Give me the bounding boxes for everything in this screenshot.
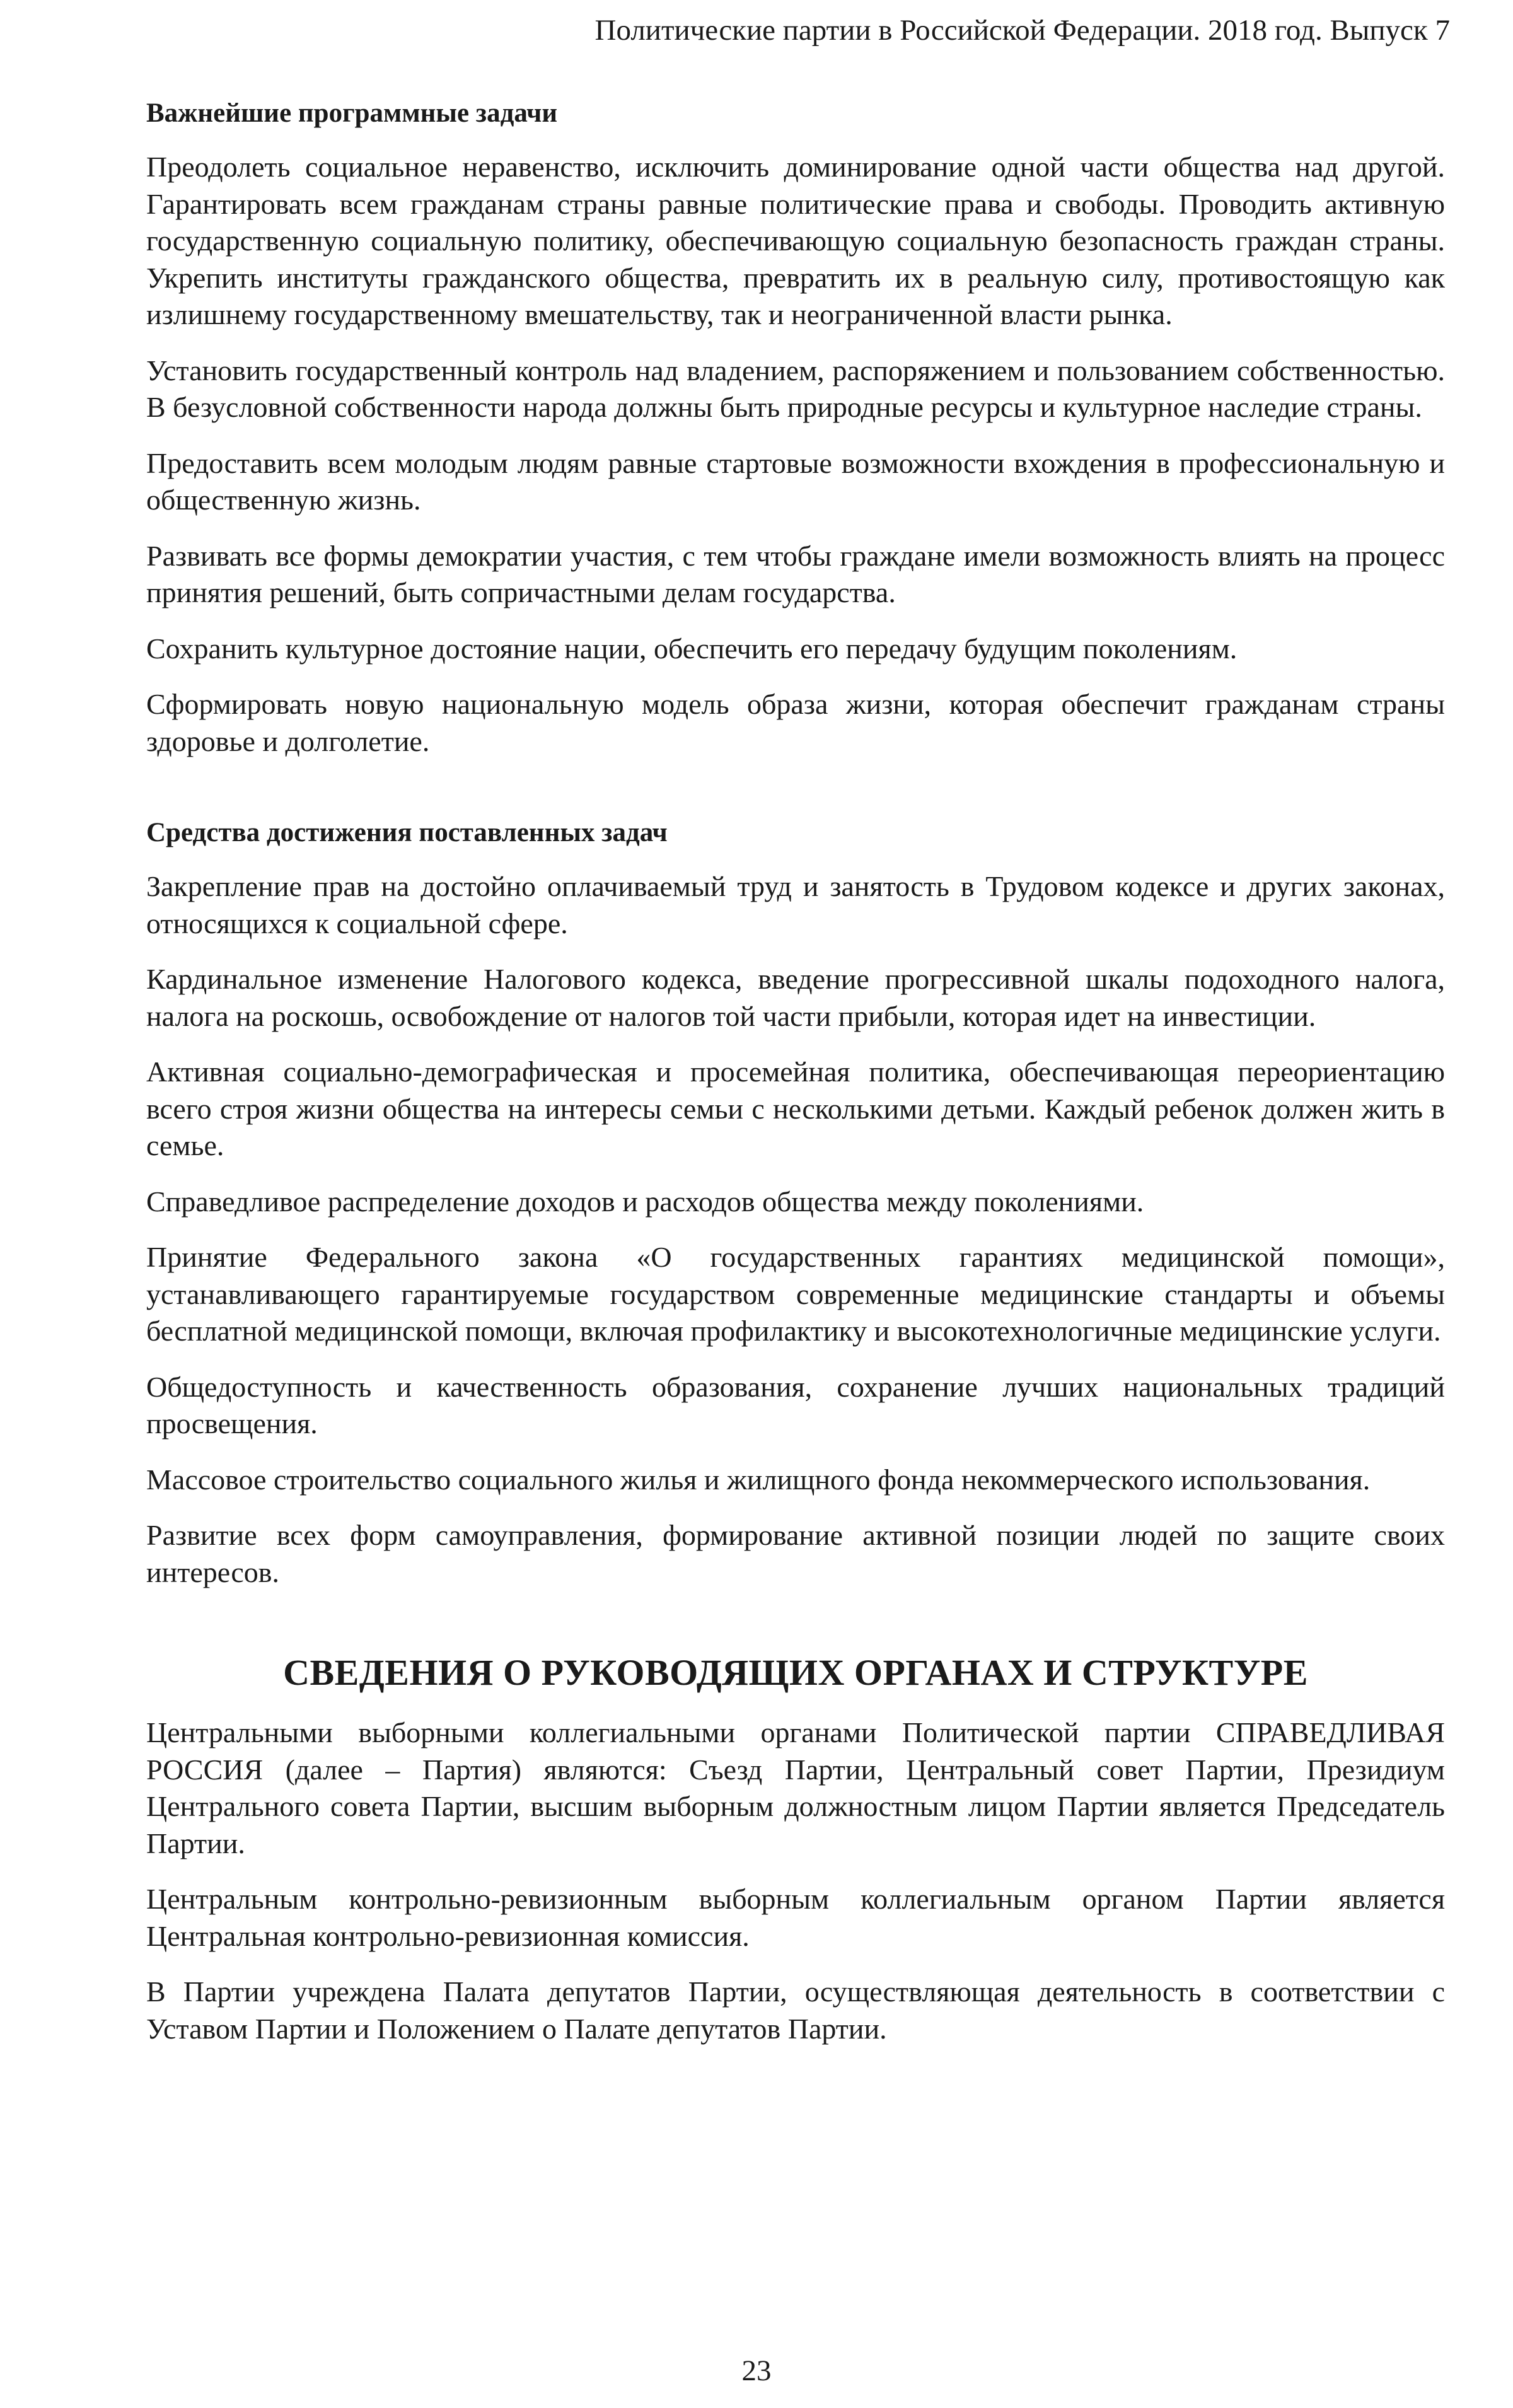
paragraph: Развитие всех форм самоуправления, формирование активной позиции людей по защите своих интересов. [146, 1519, 1445, 1588]
running-header: Политические партии в Российской Федерации. 2018 год. Выпуск 7 [594, 14, 1450, 47]
chapter-heading-governing-bodies: СВЕДЕНИЯ О РУКОВОДЯЩИХ ОРГАНАХ И СТРУКТУРЕ [283, 1652, 1308, 1693]
paragraph: Массовое строительство социального жилья и жилищного фонда некоммерческого использования. [146, 1463, 1371, 1496]
paragraph: Справедливое распределение доходов и расходов общества между поколениями. [146, 1185, 1144, 1218]
paragraph: В Партии учреждена Палата депутатов Партии, осуществляющая деятельность в соответствии с Уставом Партии и Положением о Палате депутатов Партии. [146, 1975, 1445, 2045]
paragraph: Установить государственный контроль над владением, распоряжением и пользованием собственностью. В безусловной собственности народа должны быть природные ресурсы и культурное наследие страны. [146, 354, 1445, 423]
paragraph: Развивать все формы демократии участия, с тем чтобы граждане имели возможность влиять на процесс принятия решений, быть сопричастными делам государства. [146, 539, 1445, 608]
paragraph: Центральным контрольно-ревизионным выборным коллегиальным органом Партии является Центральная контрольно-ревизионная комиссия. [146, 1883, 1445, 1952]
paragraph: Закрепление прав на достойно оплачиваемый труд и занятость в Трудовом кодексе и других законах, относящихся к социальной сфере. [146, 870, 1445, 939]
page-number: 23 [741, 2354, 772, 2387]
paragraph: Общедоступность и качественность образования, сохранение лучших национальных традиций просвещения. [146, 1370, 1445, 1440]
paragraph: Предоставить всем молодым людям равные стартовые возможности вхождения в профессиональную и общественную жизнь. [146, 446, 1445, 516]
paragraph: Преодолеть социальное неравенство, исключить доминирование одной части общества над другой. Гарантировать всем гражданам страны равные политические права и свободы. Проводить активную государственную социальную политику, обеспечивающую социальную безопасность граждан страны. Укрепить институты гражданского общества, превратить их в реальную силу, противостоящую как излишнему государственному вмешательству, так и неограниченной власти рынка. [146, 151, 1445, 330]
paragraph: Активная социально-демографическая и просемейная политика, обеспечивающая переориентацию всего строя жизни общества на интересы семьи с несколькими детьми. Каждый ребенок должен жить в семье. [146, 1056, 1445, 1161]
paragraph: Принятие Федерального закона «О государственных гарантиях медицинской помощи», устанавливающего гарантируемые государством современные медицинские стандарты и объемы бесплатной медицинской помощи, включая профилактику и высокотехнологичные медицинские услуги. [146, 1241, 1445, 1347]
paragraph: Сохранить культурное достояние нации, обеспечить его передачу будущим поколениям. [146, 632, 1238, 665]
paragraph: Центральными выборными коллегиальными органами Политической партии СПРАВЕДЛИВАЯ РОССИЯ (далее – Партия) являются: Съезд Партии, Центральный совет Партии, Президиум Центрального совета Партии, высшим выборным должностным лицом Партии является Председатель Партии. [146, 1716, 1445, 1859]
section-heading-means: Средства достижения поставленных задач [146, 818, 668, 847]
paragraph: Сформировать новую национальную модель образа жизни, которая обеспечит гражданам страны здоровье и долголетие. [146, 688, 1445, 757]
paragraph: Кардинальное изменение Налогового кодекса, введение прогрессивной шкалы подоходного налога, налога на роскошь, освобождение от налогов той части прибыли, которая идет на инвестиции. [146, 963, 1445, 1032]
section-heading-program-tasks: Важнейшие программные задачи [146, 98, 558, 128]
page-content [146, 95, 1445, 2066]
